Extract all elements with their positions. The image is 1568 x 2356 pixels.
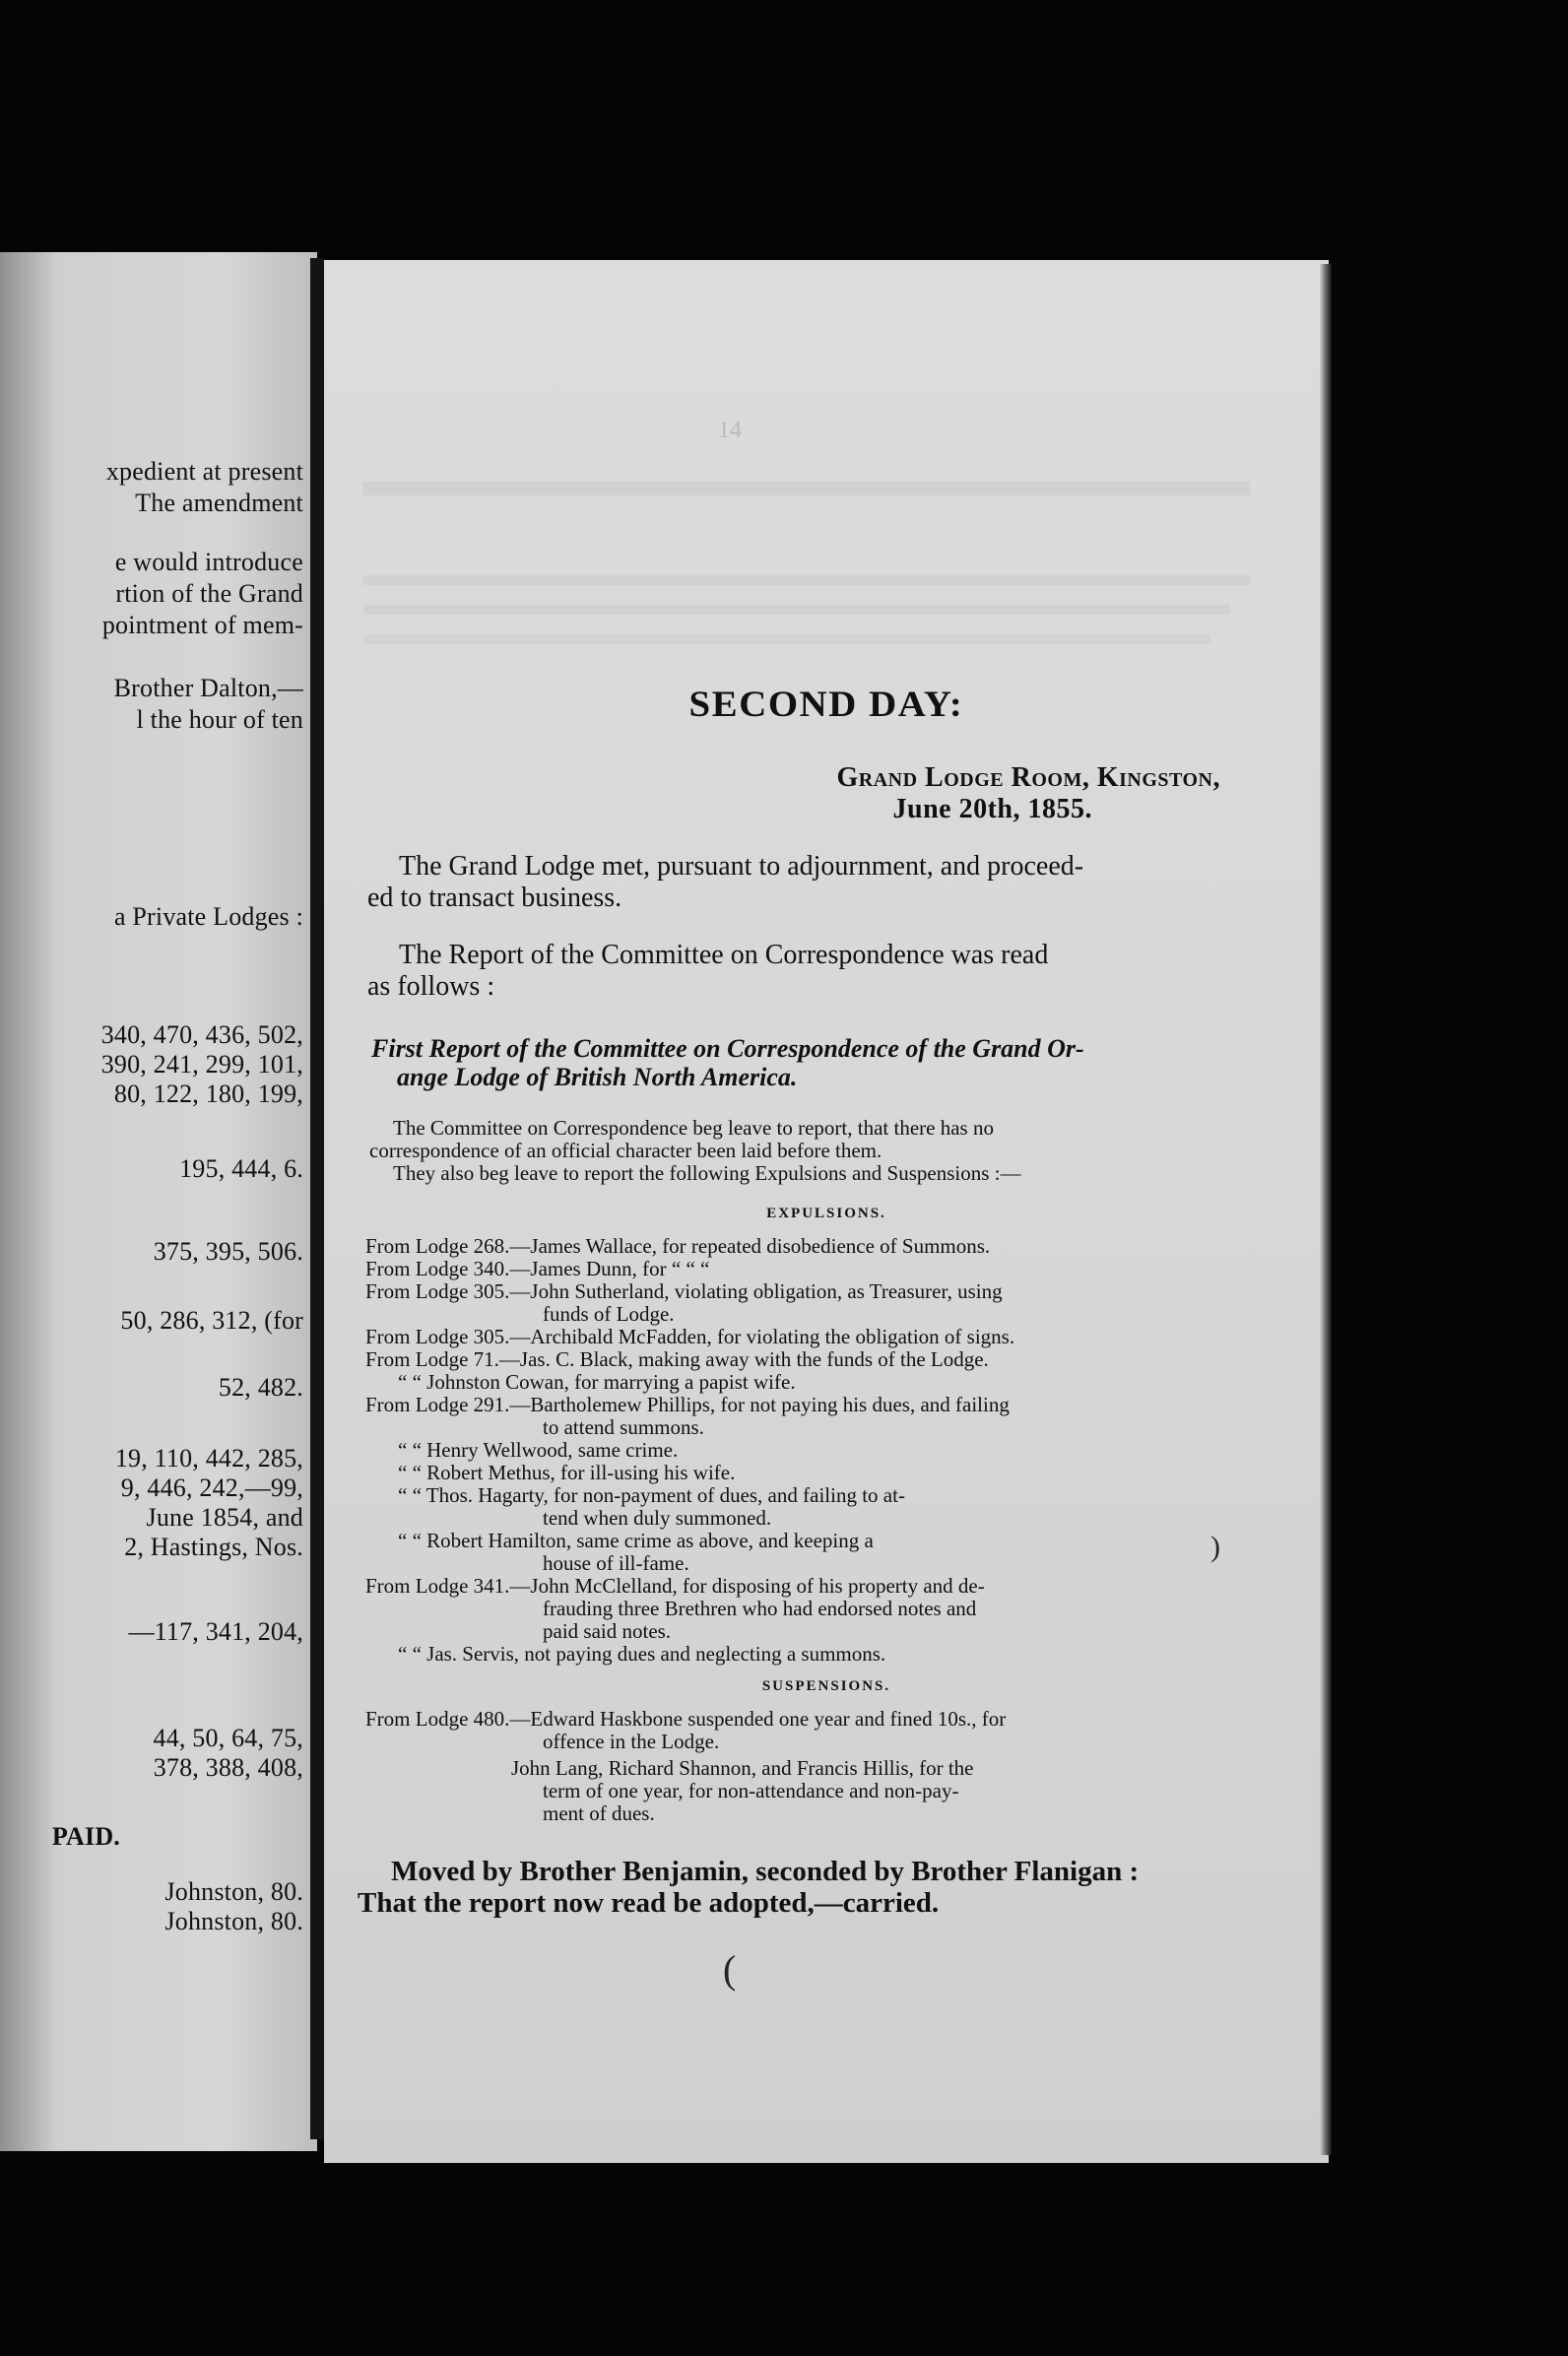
- left-text-line: 195, 444, 6.: [179, 1154, 303, 1183]
- suspension-entry: John Lang, Richard Shannon, and Francis Hillis, for the: [511, 1756, 974, 1780]
- left-text-line: 9, 446, 242,—99,: [120, 1473, 303, 1502]
- left-text-line: Johnston, 80.: [164, 1907, 303, 1935]
- intro-line: correspondence of an official character been laid before them.: [369, 1139, 882, 1162]
- bleed-through-text: [363, 482, 1250, 495]
- meeting-place: Grand Lodge Room, Kingston,: [836, 762, 1220, 793]
- suspension-entry: From Lodge 480.—Edward Haskbone suspended one year and fined 10s., for: [365, 1707, 1007, 1731]
- left-facing-page: [0, 252, 317, 2151]
- expulsion-entry: From Lodge 268.—James Wallace, for repeated disobedience of Summons.: [365, 1234, 991, 1258]
- pencil-mark: (: [723, 1947, 737, 1992]
- paragraph-line: ed to transact business.: [367, 883, 622, 913]
- expulsion-entry: funds of Lodge.: [543, 1302, 675, 1326]
- pencil-mark: ): [1210, 1531, 1220, 1563]
- motion-line: Moved by Brother Benjamin, seconded by Brother Flanigan :: [391, 1856, 1140, 1887]
- expulsion-entry: frauding three Brethren who had endorsed notes and: [543, 1597, 977, 1620]
- bleed-through-text: [363, 575, 1250, 585]
- page-gutter: [310, 258, 324, 2139]
- suspension-entry: offence in the Lodge.: [543, 1730, 720, 1753]
- expulsion-entry: From Lodge 305.—John Sutherland, violating obligation, as Treasurer, using: [365, 1279, 1003, 1303]
- expulsion-entry: From Lodge 305.—Archibald McFadden, for violating the obligation of signs.: [365, 1325, 1015, 1348]
- left-text-line: 52, 482.: [218, 1373, 303, 1402]
- expulsions-heading: EXPULSIONS.: [766, 1206, 886, 1221]
- report-title: ange Lodge of British North America.: [397, 1063, 798, 1091]
- expulsion-entry: to attend summons.: [543, 1415, 704, 1439]
- expulsion-entry: “ “ Jas. Servis, not paying dues and neglecting a summons.: [398, 1642, 886, 1666]
- left-text-line: rtion of the Grand: [115, 579, 303, 608]
- expulsion-entry: “ “ Johnston Cowan, for marrying a papist wife.: [398, 1370, 796, 1394]
- right-page: [324, 260, 1329, 2163]
- expulsion-entry: house of ill-fame.: [543, 1551, 689, 1575]
- left-text-line: xpedient at present: [105, 457, 303, 486]
- bleed-through-page-number: 14: [718, 418, 742, 443]
- expulsion-entry: From Lodge 71.—Jas. C. Black, making away with the funds of the Lodge.: [365, 1347, 989, 1371]
- expulsion-entry: “ “ Thos. Hagarty, for non-payment of dues, and failing to at-: [398, 1483, 905, 1507]
- left-text-line: 2, Hastings, Nos.: [124, 1533, 303, 1561]
- expulsion-entry: From Lodge 291.—Bartholemew Phillips, for not paying his dues, and failing: [365, 1393, 1010, 1416]
- expulsion-entry: From Lodge 341.—John McClelland, for disposing of his property and de-: [365, 1574, 985, 1598]
- paragraph-line: The Grand Lodge met, pursuant to adjournment, and proceed-: [399, 851, 1084, 882]
- paragraph-line: as follows :: [367, 971, 495, 1002]
- left-text-line: —117, 341, 204,: [128, 1617, 303, 1646]
- expulsion-entry: “ “ Robert Hamilton, same crime as above, and keeping a: [398, 1529, 874, 1552]
- left-text-line: 390, 241, 299, 101,: [100, 1050, 303, 1079]
- left-text-line: 44, 50, 64, 75,: [153, 1724, 303, 1752]
- left-text-line: e would introduce: [114, 548, 303, 576]
- expulsion-entry: tend when duly summoned.: [543, 1506, 772, 1530]
- expulsion-entry: From Lodge 340.—James Dunn, for “ “ “: [365, 1257, 710, 1280]
- left-text-line: Brother Dalton,—: [113, 674, 303, 702]
- left-text-line: 378, 388, 408,: [153, 1753, 303, 1782]
- bleed-through-text: [363, 605, 1230, 615]
- expulsion-entry: “ “ Robert Methus, for ill-using his wife.: [398, 1461, 736, 1484]
- report-title: First Report of the Committee on Correspondence of the Grand Or-: [371, 1034, 1084, 1063]
- left-text-line: 50, 286, 312, (for: [120, 1306, 303, 1335]
- expulsion-entry: “ “ Henry Wellwood, same crime.: [398, 1438, 679, 1462]
- page-edge-shadow: [1320, 264, 1332, 2155]
- left-text-line: a Private Lodges :: [113, 902, 303, 931]
- day-heading: SECOND DAY:: [688, 685, 964, 725]
- suspension-entry: ment of dues.: [543, 1801, 655, 1825]
- suspension-entry: term of one year, for non-attendance and non-pay-: [543, 1779, 959, 1802]
- expulsion-entry: paid said notes.: [543, 1619, 672, 1643]
- meeting-date: June 20th, 1855.: [892, 794, 1092, 824]
- paragraph-line: The Report of the Committee on Correspondence was read: [399, 940, 1049, 970]
- left-text-line: 80, 122, 180, 199,: [113, 1080, 303, 1108]
- left-text-line: 19, 110, 442, 285,: [114, 1444, 303, 1472]
- bleed-through-text: [363, 634, 1210, 644]
- left-text-line: pointment of mem-: [101, 611, 303, 639]
- left-text-line: June 1854, and: [146, 1503, 303, 1532]
- left-text-line: The amendment: [135, 489, 303, 517]
- left-text-line: l the hour of ten: [136, 705, 303, 734]
- suspensions-heading: SUSPENSIONS.: [761, 1678, 891, 1694]
- left-text-line: 375, 395, 506.: [153, 1237, 303, 1266]
- left-section-heading: PAID.: [51, 1822, 120, 1851]
- left-text-line: 340, 470, 436, 502,: [100, 1020, 303, 1049]
- left-text-line: Johnston, 80.: [164, 1877, 303, 1906]
- intro-line: The Committee on Correspondence beg leave to report, that there has no: [393, 1116, 994, 1140]
- intro-line: They also beg leave to report the following Expulsions and Suspensions :—: [393, 1161, 1021, 1185]
- motion-line: That the report now read be adopted,—carried.: [358, 1887, 940, 1919]
